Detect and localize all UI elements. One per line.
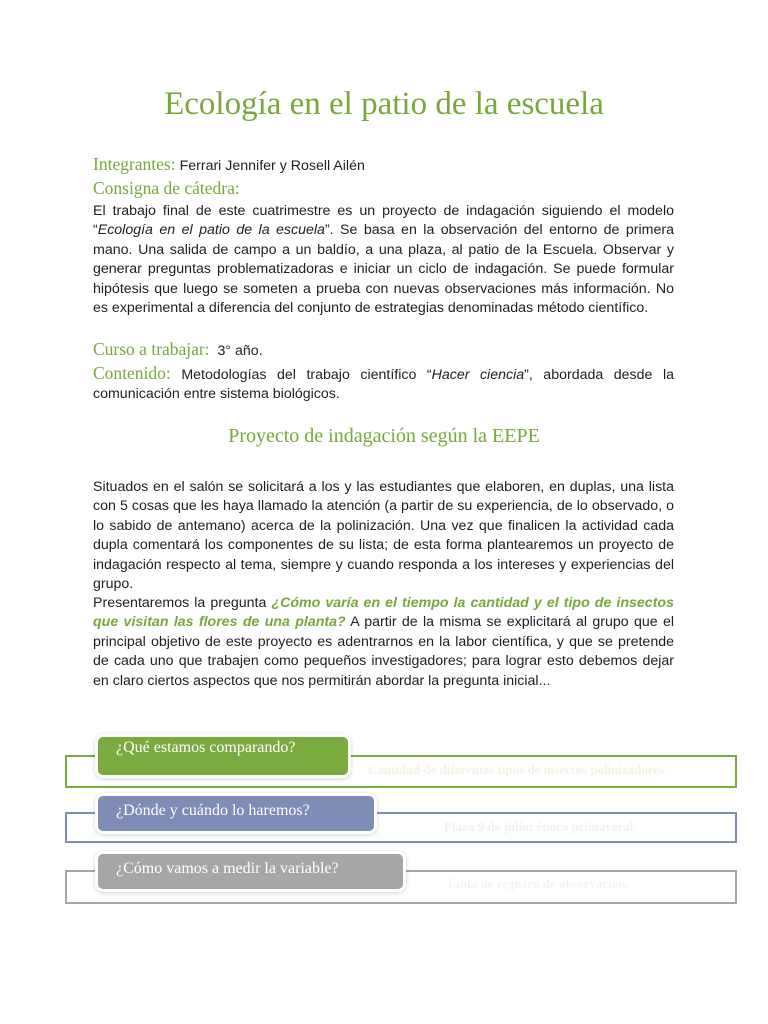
paragraph-situados: Situados en el salón se solicitará a los y las estudiantes que elaboren, en duplas, una lista con 5 cosas que les haya llamado la atención (a partir de su experiencia, de lo observado, o lo sabido de antemano) acerca de la polinización. Una vez que finalicen la actividad cada dupla comentará los componentes de su lista; de esta forma plantearemos un proyecto de indagación respecto al tema, siempre y cuando responda a los intereses y experiencias del grupo.	[93, 479, 674, 593]
integrantes-value: Ferrari Jennifer y Rosell Ailén	[179, 158, 365, 174]
comparison-row-label: ¿Qué estamos comparando?	[98, 737, 348, 775]
integrantes-line	[93, 155, 674, 176]
document-title: Ecología en el patio de la escuela	[164, 86, 604, 122]
contenido-quote: Hacer ciencia	[431, 367, 525, 383]
measurement-row-value: Tabla de registro de observación.	[446, 876, 629, 891]
contenido-text-part2: ”, abordada desde la comunicación entre sistema biológicos.	[93, 367, 674, 403]
curso-line	[93, 340, 674, 361]
location-row-value: Plaza 9 de julio; época primaveral.	[444, 819, 637, 834]
consigna-heading	[93, 179, 674, 200]
pregunta-intro: Presentaremos la pregunta	[93, 595, 272, 611]
consigna-text	[93, 202, 674, 318]
contenido-label: Contenido:	[93, 363, 171, 383]
research-question: ¿Cómo varía en el tiempo la cantidad y el tipo de insectos que visitan las flores de una planta?	[93, 595, 674, 631]
curso-label: Curso a trabajar:	[93, 339, 210, 359]
location-row-label: ¿Dónde y cuándo lo haremos?	[98, 796, 374, 831]
integrantes-label: Integrantes:	[93, 154, 176, 174]
section-subtitle: Proyecto de indagación según la EEPE	[228, 425, 540, 447]
consigna-text-part2: ”. Se basa en la observación del entorno de primera mano. Una salida de campo a un baldío, a una plaza, al patio de la Escuela. Observar y generar preguntas problematizadoras e iniciar un ciclo de indagación. Se puede formular hipótesis que luego se someten a prueba con nuevas observaciones más información. No es experimental a diferencia del conjunto de estrategias denominadas método científico.	[93, 222, 674, 317]
measurement-row-label: ¿Cómo vamos a medir la variable?	[98, 854, 403, 889]
curso-value: 3° año.	[217, 343, 263, 359]
consigna-text-part1: El trabajo final de este cuatrimestre es un proyecto de indagación siguiendo el modelo “	[93, 203, 674, 239]
consigna-model-name: Ecología en el patio de la escuela	[97, 222, 325, 239]
pregunta-rest: A partir de la misma se explicitará al grupo que el principal objetivo de este proyecto es adentrarnos en la labor científica, y que se pretende de cada uno que trabajen como pequeños investigadores; para lograr esto debemos dejar en claro ciertos aspectos que nos permitirán abordar la pregunta inicial...	[93, 614, 674, 689]
contenido-text-part1: Metodologías del trabajo científico “	[181, 367, 432, 383]
consigna-label: Consigna de cátedra:	[93, 178, 240, 198]
paragraph-pregunta	[93, 594, 674, 691]
contenido-line	[93, 364, 674, 405]
comparison-row-value: Cantidad de diferentes tipos de insectos polinizadores.	[368, 762, 668, 777]
